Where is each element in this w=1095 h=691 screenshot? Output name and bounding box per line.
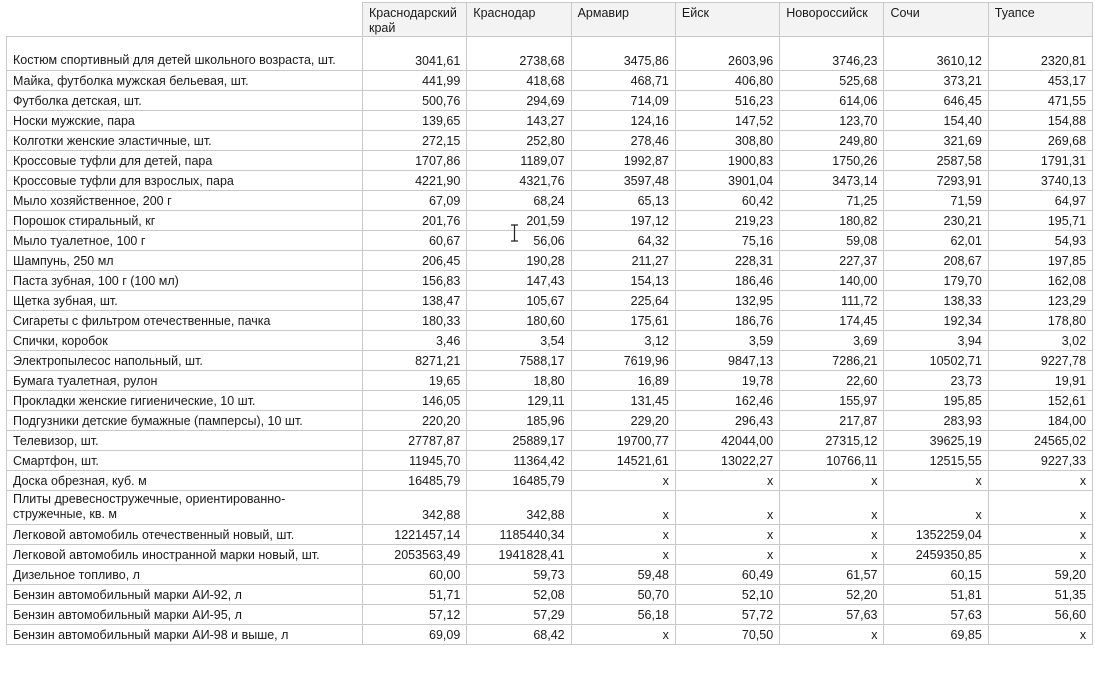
price-cell: 229,20 (571, 411, 675, 431)
price-cell: 52,08 (467, 585, 571, 605)
price-cell: 525,68 (780, 71, 884, 91)
price-cell: 3740,13 (988, 171, 1092, 191)
row-label: Футболка детская, шт. (7, 91, 363, 111)
price-cell: 124,16 (571, 111, 675, 131)
price-cell: 132,95 (675, 291, 779, 311)
price-cell: 9847,13 (675, 351, 779, 371)
price-cell: 138,33 (884, 291, 988, 311)
table-row (7, 491, 1093, 525)
price-cell: 57,29 (467, 605, 571, 625)
table-row (7, 191, 1093, 211)
price-cell: 3,02 (988, 331, 1092, 351)
price-cell: 225,64 (571, 291, 675, 311)
price-cell: 11364,42 (467, 451, 571, 471)
price-cell: 129,11 (467, 391, 571, 411)
price-cell: 2738,68 (467, 37, 571, 71)
table-row (7, 585, 1093, 605)
table-row (7, 131, 1093, 151)
row-label: Шампунь, 250 мл (7, 251, 363, 271)
price-cell: 60,15 (884, 565, 988, 585)
price-cell: 71,25 (780, 191, 884, 211)
price-cell: 54,93 (988, 231, 1092, 251)
table-row (7, 565, 1093, 585)
price-cell: 75,16 (675, 231, 779, 251)
price-cell: 500,76 (363, 91, 467, 111)
row-label: Доска обрезная, куб. м (7, 471, 363, 491)
price-cell: 19,65 (363, 371, 467, 391)
price-cell: 16485,79 (467, 471, 571, 491)
price-cell: 249,80 (780, 131, 884, 151)
price-cell: 1189,07 (467, 151, 571, 171)
price-cell: 62,01 (884, 231, 988, 251)
price-cell: 269,68 (988, 131, 1092, 151)
price-cell: 51,81 (884, 585, 988, 605)
price-cell: 174,45 (780, 311, 884, 331)
price-cell: 195,85 (884, 391, 988, 411)
price-cell: 201,76 (363, 211, 467, 231)
price-cell: 27787,87 (363, 431, 467, 451)
row-label: Плиты древесностружечные, ориентированно-стружечные, кв. м (7, 491, 363, 525)
header-corner-cell (7, 3, 363, 37)
price-cell: 7286,21 (780, 351, 884, 371)
price-cell: 406,80 (675, 71, 779, 91)
price-cell: 24565,02 (988, 431, 1092, 451)
row-label: Спички, коробок (7, 331, 363, 351)
price-cell: 178,80 (988, 311, 1092, 331)
price-cell: 190,28 (467, 251, 571, 271)
price-cell: 175,61 (571, 311, 675, 331)
price-cell: 453,17 (988, 71, 1092, 91)
price-cell: 10766,11 (780, 451, 884, 471)
price-cell: x (780, 525, 884, 545)
price-cell: 131,45 (571, 391, 675, 411)
price-cell: 19,91 (988, 371, 1092, 391)
price-cell: 2603,96 (675, 37, 779, 71)
price-cell: 67,09 (363, 191, 467, 211)
price-cell: 7293,91 (884, 171, 988, 191)
row-label: Майка, футболка мужская бельевая, шт. (7, 71, 363, 91)
table-row (7, 271, 1093, 291)
price-cell: 105,67 (467, 291, 571, 311)
price-cell: 1185440,34 (467, 525, 571, 545)
row-label: Бумага туалетная, рулон (7, 371, 363, 391)
table-row (7, 391, 1093, 411)
price-table (6, 2, 1093, 645)
price-cell: 64,97 (988, 191, 1092, 211)
price-cell: 57,63 (780, 605, 884, 625)
row-label: Костюм спортивный для детей школьного возраста, шт. (7, 37, 363, 71)
column-header-tuapse: Туапсе (988, 3, 1092, 37)
price-cell: 308,80 (675, 131, 779, 151)
price-cell: 1941828,41 (467, 545, 571, 565)
price-cell: 3,54 (467, 331, 571, 351)
price-cell: 201,59 (467, 211, 571, 231)
table-row (7, 291, 1093, 311)
price-cell: 69,85 (884, 625, 988, 645)
price-cell: 3610,12 (884, 37, 988, 71)
price-cell: 154,88 (988, 111, 1092, 131)
price-cell: 206,45 (363, 251, 467, 271)
price-cell: 3,59 (675, 331, 779, 351)
price-cell: 23,73 (884, 371, 988, 391)
price-cell: 197,12 (571, 211, 675, 231)
price-cell: 18,80 (467, 371, 571, 391)
price-cell: x (571, 525, 675, 545)
row-label: Подгузники детские бумажные (памперсы), 10 шт. (7, 411, 363, 431)
table-row (7, 431, 1093, 451)
price-cell: 51,71 (363, 585, 467, 605)
price-cell: 217,87 (780, 411, 884, 431)
price-cell: 283,93 (884, 411, 988, 431)
price-cell: 11945,70 (363, 451, 467, 471)
column-header-krasnodar-krai: Краснодарский край (363, 3, 467, 37)
price-cell: 22,60 (780, 371, 884, 391)
price-cell: 56,18 (571, 605, 675, 625)
price-cell: 56,06 (467, 231, 571, 251)
row-label: Электропылесос напольный, шт. (7, 351, 363, 371)
price-cell: 3901,04 (675, 171, 779, 191)
row-label: Мыло хозяйственное, 200 г (7, 191, 363, 211)
price-cell: 154,40 (884, 111, 988, 131)
price-cell: 3,94 (884, 331, 988, 351)
price-cell: 342,88 (467, 491, 571, 525)
price-cell: 186,46 (675, 271, 779, 291)
price-cell: 156,83 (363, 271, 467, 291)
price-cell: 184,00 (988, 411, 1092, 431)
price-cell: 9227,33 (988, 451, 1092, 471)
price-cell: 3,46 (363, 331, 467, 351)
price-cell: x (884, 471, 988, 491)
price-cell: 3473,14 (780, 171, 884, 191)
price-cell: 1992,87 (571, 151, 675, 171)
table-row (7, 451, 1093, 471)
price-cell: x (988, 525, 1092, 545)
price-cell: 59,73 (467, 565, 571, 585)
price-cell: x (780, 491, 884, 525)
price-cell: 19,78 (675, 371, 779, 391)
price-cell: 4221,90 (363, 171, 467, 191)
price-cell: 646,45 (884, 91, 988, 111)
price-cell: 1352259,04 (884, 525, 988, 545)
price-cell: 59,20 (988, 565, 1092, 585)
table-row (7, 331, 1093, 351)
price-cell: x (571, 471, 675, 491)
price-cell: 162,46 (675, 391, 779, 411)
price-cell: 69,09 (363, 625, 467, 645)
row-label: Телевизор, шт. (7, 431, 363, 451)
column-header-armavir: Армавир (571, 3, 675, 37)
price-cell: 64,32 (571, 231, 675, 251)
price-cell: 2459350,85 (884, 545, 988, 565)
price-cell: 192,34 (884, 311, 988, 331)
row-label: Колготки женские эластичные, шт. (7, 131, 363, 151)
price-cell: 219,23 (675, 211, 779, 231)
price-cell: 155,97 (780, 391, 884, 411)
price-cell: 7588,17 (467, 351, 571, 371)
price-cell: 16,89 (571, 371, 675, 391)
price-cell: x (884, 491, 988, 525)
price-cell: 111,72 (780, 291, 884, 311)
price-cell: x (988, 471, 1092, 491)
price-cell: x (571, 491, 675, 525)
price-cell: 25889,17 (467, 431, 571, 451)
price-cell: 3475,86 (571, 37, 675, 71)
price-cell: x (675, 491, 779, 525)
price-cell: 152,61 (988, 391, 1092, 411)
price-cell: 195,71 (988, 211, 1092, 231)
price-cell: 516,23 (675, 91, 779, 111)
table-row (7, 471, 1093, 491)
table-row (7, 411, 1093, 431)
price-cell: 252,80 (467, 131, 571, 151)
row-label: Кроссовые туфли для взрослых, пара (7, 171, 363, 191)
row-label: Бензин автомобильный марки АИ-92, л (7, 585, 363, 605)
price-cell: x (780, 545, 884, 565)
price-cell: 278,46 (571, 131, 675, 151)
table-header-row (7, 3, 1093, 37)
row-label: Сигареты с фильтром отечественные, пачка (7, 311, 363, 331)
price-cell: 10502,71 (884, 351, 988, 371)
price-cell: 714,09 (571, 91, 675, 111)
price-cell: 70,50 (675, 625, 779, 645)
price-cell: 42044,00 (675, 431, 779, 451)
price-cell: 441,99 (363, 71, 467, 91)
column-header-sochi: Сочи (884, 3, 988, 37)
price-cell: 12515,55 (884, 451, 988, 471)
price-cell: 52,10 (675, 585, 779, 605)
row-label: Паста зубная, 100 г (100 мл) (7, 271, 363, 291)
row-label: Прокладки женские гигиенические, 10 шт. (7, 391, 363, 411)
table-row (7, 111, 1093, 131)
price-cell: x (675, 471, 779, 491)
table-row (7, 625, 1093, 645)
price-cell: 65,13 (571, 191, 675, 211)
table-row (7, 151, 1093, 171)
table-row (7, 71, 1093, 91)
table-row (7, 231, 1093, 251)
price-cell: 146,05 (363, 391, 467, 411)
price-cell: 272,15 (363, 131, 467, 151)
price-cell: 13022,27 (675, 451, 779, 471)
price-cell: 3041,61 (363, 37, 467, 71)
price-cell: 139,65 (363, 111, 467, 131)
price-cell: x (780, 471, 884, 491)
table-row (7, 171, 1093, 191)
price-cell: 16485,79 (363, 471, 467, 491)
price-cell: x (988, 491, 1092, 525)
price-cell: 1221457,14 (363, 525, 467, 545)
price-cell: 180,33 (363, 311, 467, 331)
price-cell: 230,21 (884, 211, 988, 231)
price-cell: x (780, 625, 884, 645)
price-cell: 39625,19 (884, 431, 988, 451)
price-cell: 185,96 (467, 411, 571, 431)
price-cell: x (988, 545, 1092, 565)
price-cell: 342,88 (363, 491, 467, 525)
price-cell: 59,08 (780, 231, 884, 251)
price-cell: 162,08 (988, 271, 1092, 291)
price-cell: 614,06 (780, 91, 884, 111)
price-cell: 14521,61 (571, 451, 675, 471)
table-row (7, 251, 1093, 271)
price-cell: 294,69 (467, 91, 571, 111)
row-label: Легковой автомобиль иностранной марки новый, шт. (7, 545, 363, 565)
price-cell: 179,70 (884, 271, 988, 291)
row-label: Бензин автомобильный марки АИ-98 и выше, л (7, 625, 363, 645)
row-label: Носки мужские, пара (7, 111, 363, 131)
price-cell: 471,55 (988, 91, 1092, 111)
price-cell: 211,27 (571, 251, 675, 271)
column-header-eysk: Ейск (675, 3, 779, 37)
price-cell: x (675, 525, 779, 545)
price-cell: 1750,26 (780, 151, 884, 171)
price-cell: 71,59 (884, 191, 988, 211)
price-cell: 3,12 (571, 331, 675, 351)
price-cell: 60,42 (675, 191, 779, 211)
column-header-novorossiysk: Новороссийск (780, 3, 884, 37)
price-cell: 296,43 (675, 411, 779, 431)
row-label: Бензин автомобильный марки АИ-95, л (7, 605, 363, 625)
row-label: Дизельное топливо, л (7, 565, 363, 585)
price-cell: 8271,21 (363, 351, 467, 371)
price-cell: x (675, 545, 779, 565)
price-cell: 57,72 (675, 605, 779, 625)
price-cell: 1900,83 (675, 151, 779, 171)
table-row (7, 351, 1093, 371)
column-header-krasnodar: Краснодар (467, 3, 571, 37)
price-cell: 60,00 (363, 565, 467, 585)
text-cursor-icon (510, 224, 519, 242)
row-label: Щетка зубная, шт. (7, 291, 363, 311)
price-cell: 197,85 (988, 251, 1092, 271)
price-cell: 7619,96 (571, 351, 675, 371)
price-cell: 180,60 (467, 311, 571, 331)
table-row (7, 211, 1093, 231)
price-cell: 2320,81 (988, 37, 1092, 71)
price-cell: 3597,48 (571, 171, 675, 191)
price-cell: 60,49 (675, 565, 779, 585)
row-label: Легковой автомобиль отечественный новый, шт. (7, 525, 363, 545)
row-label: Смартфон, шт. (7, 451, 363, 471)
table-row (7, 605, 1093, 625)
price-cell: 208,67 (884, 251, 988, 271)
price-cell: 228,31 (675, 251, 779, 271)
price-cell: 4321,76 (467, 171, 571, 191)
price-cell: 123,29 (988, 291, 1092, 311)
price-cell: x (571, 625, 675, 645)
price-cell: 468,71 (571, 71, 675, 91)
price-cell: 180,82 (780, 211, 884, 231)
price-cell: 50,70 (571, 585, 675, 605)
price-cell: 138,47 (363, 291, 467, 311)
price-cell: 61,57 (780, 565, 884, 585)
price-cell: 27315,12 (780, 431, 884, 451)
price-cell: 59,48 (571, 565, 675, 585)
price-cell: 321,69 (884, 131, 988, 151)
table-row (7, 545, 1093, 565)
price-cell: 57,12 (363, 605, 467, 625)
price-cell: 373,21 (884, 71, 988, 91)
row-label: Мыло туалетное, 100 г (7, 231, 363, 251)
price-cell: 57,63 (884, 605, 988, 625)
price-cell: 68,42 (467, 625, 571, 645)
table-row (7, 37, 1093, 71)
price-cell: 60,67 (363, 231, 467, 251)
price-cell: 51,35 (988, 585, 1092, 605)
price-cell: 68,24 (467, 191, 571, 211)
price-cell: 418,68 (467, 71, 571, 91)
price-cell: 186,76 (675, 311, 779, 331)
price-cell: 2053563,49 (363, 545, 467, 565)
price-cell: 9227,78 (988, 351, 1092, 371)
price-cell: 220,20 (363, 411, 467, 431)
price-cell: x (571, 545, 675, 565)
price-cell: 227,37 (780, 251, 884, 271)
price-cell: 3746,23 (780, 37, 884, 71)
price-cell: 147,52 (675, 111, 779, 131)
price-cell: 147,43 (467, 271, 571, 291)
row-label: Кроссовые туфли для детей, пара (7, 151, 363, 171)
price-cell: 2587,58 (884, 151, 988, 171)
price-cell: 143,27 (467, 111, 571, 131)
price-cell: 1791,31 (988, 151, 1092, 171)
table-row (7, 525, 1093, 545)
table-body (7, 37, 1093, 645)
row-label: Порошок стиральный, кг (7, 211, 363, 231)
price-cell: 3,69 (780, 331, 884, 351)
table-row (7, 371, 1093, 391)
price-cell: 1707,86 (363, 151, 467, 171)
price-cell: 123,70 (780, 111, 884, 131)
price-cell: x (988, 625, 1092, 645)
price-cell: 19700,77 (571, 431, 675, 451)
table-row (7, 311, 1093, 331)
price-cell: 140,00 (780, 271, 884, 291)
price-cell: 52,20 (780, 585, 884, 605)
price-cell: 154,13 (571, 271, 675, 291)
price-cell: 56,60 (988, 605, 1092, 625)
table-row (7, 91, 1093, 111)
